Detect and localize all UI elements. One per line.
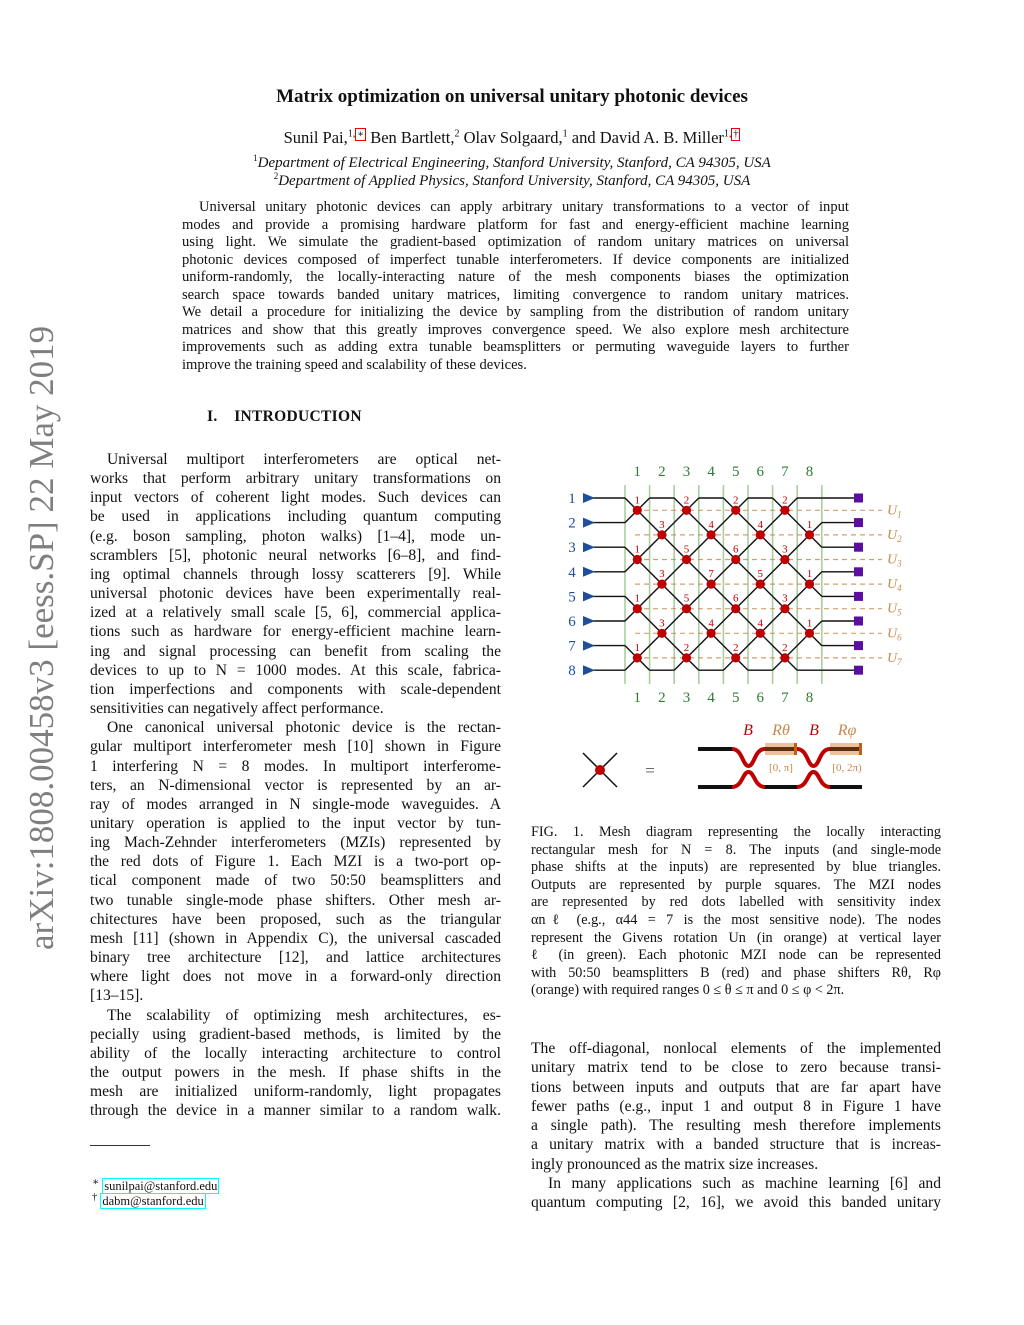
mzi-node bbox=[780, 555, 789, 564]
text-line: improve the training speed and scalability of these devices. bbox=[182, 356, 527, 373]
output-square-icon bbox=[854, 518, 863, 527]
mzi-node bbox=[682, 604, 691, 613]
footnote bbox=[92, 1192, 206, 1209]
layer-label-top: 3 bbox=[682, 464, 691, 480]
mzi-node bbox=[633, 653, 642, 662]
input-label: 4 bbox=[568, 564, 576, 581]
text-line: ized at a relatively small scale [5, 6], commercial applica- bbox=[90, 604, 501, 622]
arxiv-identifier: arXiv:1808.00458v3 [eess.SP] 22 May 2019 bbox=[22, 325, 61, 950]
mzi-node bbox=[805, 580, 814, 589]
section-heading: I. INTRODUCTION bbox=[207, 408, 362, 425]
layer-label-bottom: 5 bbox=[731, 690, 740, 706]
beamsplitter-top bbox=[732, 749, 765, 766]
input-label: 8 bbox=[568, 663, 576, 680]
input-label: 7 bbox=[568, 638, 576, 655]
input-triangle-icon bbox=[583, 591, 595, 601]
layer-label-top: 7 bbox=[781, 464, 789, 480]
text-line: modes and provide a promising hardware platform for fast and energy-efficient machine learning bbox=[182, 216, 849, 233]
givens-label: $U_4$ bbox=[887, 577, 902, 594]
layer-label-bottom: 3 bbox=[682, 690, 691, 706]
input-label: 6 bbox=[568, 614, 576, 630]
beamsplitter-label: B bbox=[743, 722, 753, 739]
text-line: matrices and show that this greatly improves convergence speed. We also explore mesh architecture bbox=[182, 321, 849, 338]
text-line: search space towards banded unitary matrices, limiting convergence to random unitary matrices. bbox=[182, 286, 849, 303]
node-sensitivity-label: 3 bbox=[782, 592, 788, 605]
node-sensitivity-label: 6 bbox=[732, 543, 739, 556]
equals-sign: = bbox=[645, 761, 655, 780]
paper-title: Matrix optimization on universal unitary photonic devices bbox=[276, 86, 748, 107]
text-line: unitary operation is applied to the input vector by tun- bbox=[90, 814, 501, 832]
mzi-node bbox=[682, 506, 691, 515]
text-line: tion imperfections and components with scale-dependent bbox=[90, 680, 501, 698]
node-sensitivity-label: 1 bbox=[806, 568, 813, 581]
text-line: sensitivities can negatively affect performance. bbox=[90, 700, 384, 718]
input-triangle-icon bbox=[583, 665, 595, 675]
node-sensitivity-label: 5 bbox=[757, 568, 764, 581]
theta-range: [0, π] bbox=[769, 762, 793, 774]
mzi-node bbox=[731, 555, 740, 564]
mzi-decomposition bbox=[560, 715, 880, 800]
layer-label-top: 1 bbox=[633, 464, 642, 480]
node-sensitivity-label: 7 bbox=[708, 568, 714, 581]
mzi-node bbox=[657, 580, 666, 589]
text-line: ters, an N-dimensional vector is represented by an ar- bbox=[90, 776, 501, 794]
phase-shifter-end bbox=[859, 743, 862, 755]
affil-text: Department of Applied Physics, Stanford University, Stanford, CA 94305, USA bbox=[278, 173, 751, 189]
text-line: the output powers in the mesh. If phase shifts in the bbox=[90, 1064, 501, 1081]
email-link[interactable]: sunilpai@stanford.edu bbox=[104, 1179, 218, 1194]
text-line: binary tree architecture [12], and lattice architectures bbox=[90, 949, 501, 967]
input-label: 1 bbox=[568, 491, 576, 507]
text-line: (e.g. boson sampling, photon walks) [1–4], mode un- bbox=[90, 527, 501, 545]
layer-label-top: 4 bbox=[707, 464, 715, 480]
node-sensitivity-label: 1 bbox=[806, 518, 813, 531]
input-triangle-icon bbox=[583, 641, 595, 651]
layer-label-bottom: 2 bbox=[658, 690, 666, 706]
text-line: are represented by red dots labelled with sensitivity index bbox=[531, 894, 941, 911]
text-line: ability of the locally interacting architecture to control bbox=[90, 1044, 501, 1062]
input-triangle-icon bbox=[583, 542, 595, 552]
givens-label: $U_7$ bbox=[887, 650, 902, 667]
mzi-node bbox=[707, 629, 716, 638]
text-line: ray of modes arranged in N single-mode waveguides. A bbox=[90, 795, 501, 813]
node-sensitivity-label: 2 bbox=[782, 494, 788, 507]
text-line: ingly pronounced as the matrix size increases. bbox=[531, 1155, 819, 1173]
mzi-node bbox=[780, 653, 789, 662]
mzi-node bbox=[682, 653, 691, 662]
phase-shifter-theta-label: Rθ bbox=[772, 722, 790, 739]
mzi-node bbox=[633, 555, 642, 564]
text-line: Outputs are represented by purple squares. The MZI nodes bbox=[531, 876, 941, 893]
footnote-link[interactable]: ∗ bbox=[357, 128, 365, 140]
text-line: tical component made of two 50:50 beamsplitters and bbox=[90, 872, 501, 890]
footnote-rule bbox=[90, 1145, 150, 1146]
layer-label-bottom: 6 bbox=[756, 690, 765, 706]
node-sensitivity-label: 4 bbox=[757, 617, 764, 630]
text-line: where light does not move in a forward-only direction bbox=[90, 968, 501, 986]
text-line: using light. We simulate the gradient-based optimization of random unitary matrices on universal bbox=[182, 234, 849, 251]
layer-label-top: 2 bbox=[658, 464, 666, 480]
text-line: tions between inputs and outputs that are far apart have bbox=[531, 1078, 941, 1096]
text-line: tions such as hardware for energy-efficient machine learn- bbox=[90, 623, 501, 641]
phase-shifter-end bbox=[794, 743, 797, 755]
input-triangle-icon bbox=[583, 616, 595, 626]
node-sensitivity-label: 3 bbox=[659, 568, 665, 581]
author: Olav Solgaard, bbox=[463, 128, 563, 147]
mzi-node bbox=[682, 555, 691, 564]
node-sensitivity-label: 2 bbox=[683, 641, 690, 654]
text-line: quantum computing [2, 16], we avoid this banded unitary bbox=[531, 1194, 941, 1211]
layer-label-top: 8 bbox=[805, 464, 814, 480]
layer-label-bottom: 7 bbox=[781, 690, 789, 706]
givens-label: $U_3$ bbox=[887, 552, 902, 569]
text-line: [13–15]. bbox=[90, 987, 144, 1005]
mesh-diagram bbox=[550, 455, 920, 710]
node-sensitivity-label: 3 bbox=[659, 617, 665, 630]
node-sensitivity-label: 1 bbox=[634, 592, 641, 605]
text-line: (orange) with required ranges 0 ≤ θ ≤ π and 0 ≤ φ < 2π. bbox=[531, 982, 845, 999]
layer-label-bottom: 4 bbox=[707, 690, 715, 706]
node-sensitivity-label: 4 bbox=[708, 518, 714, 531]
givens-label: $U_5$ bbox=[887, 601, 902, 618]
node-sensitivity-label: 1 bbox=[634, 543, 641, 556]
givens-label: $U_6$ bbox=[887, 626, 902, 643]
text-line: universal photonic devices have been experimentally real- bbox=[90, 585, 501, 603]
mzi-node bbox=[595, 765, 605, 775]
text-line: devices to up to N = 1000 modes. At this scale, fabrica- bbox=[90, 661, 501, 679]
input-label: 5 bbox=[568, 589, 576, 606]
text-line: pecially using gradient-based methods, is limited by the bbox=[90, 1025, 501, 1043]
input-triangle-icon bbox=[583, 518, 595, 528]
text-line: In many applications such as machine learning [6] and bbox=[548, 1174, 941, 1192]
text-line: Universal multiport interferometers are optical net- bbox=[107, 451, 501, 468]
footnote-mark: ∗ bbox=[92, 1177, 100, 1188]
author-affil: 1, bbox=[723, 128, 732, 140]
input-label: 2 bbox=[568, 515, 576, 532]
output-square-icon bbox=[854, 543, 863, 552]
node-sensitivity-label: 1 bbox=[634, 494, 641, 507]
mzi-node bbox=[805, 530, 814, 539]
text-line: mesh [11] (shown in Appendix C), the universal cascaded bbox=[90, 929, 501, 947]
mzi-node bbox=[707, 580, 716, 589]
mzi-node bbox=[756, 580, 765, 589]
node-sensitivity-label: 1 bbox=[806, 617, 813, 630]
mzi-node bbox=[731, 506, 740, 515]
mzi-node bbox=[756, 629, 765, 638]
text-line: be used in applications including quantum computing bbox=[90, 508, 501, 526]
text-line: One canonical universal photonic device is the rectan- bbox=[107, 719, 501, 737]
phase-shifter-phi-label: Rφ bbox=[837, 722, 857, 739]
text-line: ℓ (in green). Each photonic MZI node can be represented bbox=[531, 947, 941, 964]
text-line: with 50:50 beamsplitters B (red) and phase shifters Rθ, Rφ bbox=[531, 964, 941, 981]
text-line: through the device in a manner similar to a random walk. bbox=[90, 1102, 501, 1120]
node-sensitivity-label: 2 bbox=[732, 641, 739, 654]
mzi-node bbox=[657, 530, 666, 539]
mzi-node bbox=[756, 530, 765, 539]
affiliation bbox=[0, 171, 1024, 190]
layer-label-top: 6 bbox=[756, 464, 765, 480]
input-label: 3 bbox=[568, 540, 576, 557]
node-sensitivity-label: 2 bbox=[732, 494, 739, 507]
text-line: a single path). The resulting mesh therefore implements bbox=[531, 1117, 941, 1134]
text-line: αnℓ (e.g., α44 = 7 is the most sensitive node). The nodes bbox=[531, 911, 941, 928]
input-triangle-icon bbox=[583, 567, 595, 577]
affil-number: 2 bbox=[273, 171, 279, 181]
text-line: chitectures have been proposed, such as the triangular bbox=[90, 910, 501, 928]
output-square-icon bbox=[854, 641, 863, 650]
beamsplitter-bottom bbox=[732, 772, 765, 787]
text-line: photonic devices composed of imperfect tunable interferometers. If device components are initialized bbox=[182, 251, 849, 268]
footnote-mark: † bbox=[92, 1192, 98, 1203]
layer-label-bottom: 1 bbox=[633, 690, 642, 706]
text-line: fewer paths (e.g., input 1 and output 8 in Figure 1 have bbox=[531, 1097, 941, 1115]
text-line: uniform-randomly, the locally-interacting nature of the mesh components biases the optimization bbox=[182, 269, 849, 286]
node-sensitivity-label: 2 bbox=[782, 641, 788, 654]
author-affil: 1, bbox=[347, 128, 356, 140]
text-line: gular multiport interferometer mesh [10] shown in Figure bbox=[90, 738, 501, 756]
author: Ben Bartlett, bbox=[370, 128, 455, 147]
footnote-link[interactable]: † bbox=[733, 128, 739, 140]
text-line: a unitary matrix with a banded structure that is increas- bbox=[531, 1136, 941, 1154]
author-list bbox=[0, 128, 1024, 148]
affil-number: 1 bbox=[253, 153, 258, 163]
mzi-node bbox=[780, 506, 789, 515]
phi-range: [0, 2π) bbox=[832, 762, 862, 774]
figure-caption bbox=[531, 824, 941, 1000]
text-line: 1 interfering N = 8 modes. In multiport interferome- bbox=[90, 757, 501, 775]
mzi-node bbox=[633, 506, 642, 515]
mzi-node bbox=[780, 604, 789, 613]
author-affil: 2 bbox=[454, 128, 460, 140]
beamsplitter-top bbox=[797, 749, 830, 766]
author: Sunil Pai, bbox=[283, 128, 348, 147]
author-affil: 1 bbox=[562, 128, 568, 140]
text-line: improvements such as adding extra tunable beamsplitters or permuting waveguide layers to further bbox=[182, 339, 849, 356]
text-line: The off-diagonal, nonlocal elements of the implemented bbox=[531, 1040, 941, 1057]
text-line: the red dots of Figure 1. Each MZI is a two-port op- bbox=[90, 853, 501, 871]
author: and David A. B. Miller bbox=[571, 128, 724, 147]
email-link[interactable]: dabm@stanford.edu bbox=[102, 1194, 204, 1209]
input-triangle-icon bbox=[583, 493, 595, 503]
givens-label: $U_2$ bbox=[887, 527, 902, 544]
beamsplitter-label: B bbox=[809, 722, 819, 739]
node-sensitivity-label: 1 bbox=[634, 641, 641, 654]
layer-label-top: 5 bbox=[731, 464, 740, 480]
text-line: represent the Givens rotation Un (in orange) at vertical layer bbox=[531, 929, 941, 946]
mzi-node bbox=[707, 530, 716, 539]
text-line: FIG. 1. Mesh diagram representing the locally interacting bbox=[531, 824, 941, 840]
givens-label: $U_1$ bbox=[887, 503, 902, 520]
text-line: The scalability of optimizing mesh architectures, es- bbox=[107, 1006, 501, 1024]
output-square-icon bbox=[854, 666, 863, 675]
node-sensitivity-label: 4 bbox=[757, 518, 764, 531]
output-square-icon bbox=[854, 494, 863, 503]
abstract bbox=[182, 199, 849, 374]
left-column-text bbox=[90, 450, 501, 1120]
text-line: input vectors of coherent light modes. Such devices can bbox=[90, 489, 501, 507]
text-line: rectangular mesh for N = 8. The inputs (and single-mode bbox=[531, 841, 941, 858]
mzi-node bbox=[633, 604, 642, 613]
text-line: We detail a procedure for initializing the device by sampling from the distribution of random unitary bbox=[182, 304, 849, 321]
text-line: two tunable single-mode phase shifters. Other mesh ar- bbox=[90, 891, 501, 909]
text-line: unitary matrix tend to be close to zero because transi- bbox=[531, 1059, 941, 1077]
affil-text: Department of Electrical Engineering, Stanford University, Stanford, CA 94305, USA bbox=[257, 155, 771, 171]
output-square-icon bbox=[854, 592, 863, 601]
node-sensitivity-label: 4 bbox=[708, 617, 714, 630]
node-sensitivity-label: 5 bbox=[683, 592, 690, 605]
beamsplitter-bottom bbox=[797, 772, 830, 787]
text-line: scramblers [5], photonic neural networks [6–8], and find- bbox=[90, 546, 501, 564]
node-sensitivity-label: 3 bbox=[782, 543, 788, 556]
node-sensitivity-label: 5 bbox=[683, 543, 690, 556]
node-sensitivity-label: 2 bbox=[683, 494, 690, 507]
text-line: works that perform arbitrary unitary transformations on bbox=[90, 470, 501, 488]
output-square-icon bbox=[854, 567, 863, 576]
mzi-node bbox=[805, 629, 814, 638]
text-line: ing Mach-Zehnder interferometers (MZIs) represented by bbox=[90, 834, 501, 852]
output-square-icon bbox=[854, 617, 863, 626]
text-line: phase shifts at the inputs) are represented by blue triangles. bbox=[531, 859, 941, 876]
text-line: mesh are initialized uniform-randomly, light propagates bbox=[90, 1083, 501, 1101]
mzi-node bbox=[731, 604, 740, 613]
node-sensitivity-label: 6 bbox=[732, 592, 739, 605]
mzi-node bbox=[657, 629, 666, 638]
text-line: ing and signal processing can benefit from scaling the bbox=[90, 642, 501, 660]
text-line: Universal unitary photonic devices can apply arbitrary unitary transformations to a vector of input bbox=[199, 199, 849, 215]
layer-label-bottom: 8 bbox=[805, 690, 814, 706]
text-line: ing optimal channels through lossy scatterers [9]. While bbox=[90, 565, 501, 583]
node-sensitivity-label: 3 bbox=[659, 518, 665, 531]
affiliation bbox=[0, 153, 1024, 172]
right-column-text bbox=[531, 1039, 941, 1212]
mzi-node bbox=[731, 653, 740, 662]
